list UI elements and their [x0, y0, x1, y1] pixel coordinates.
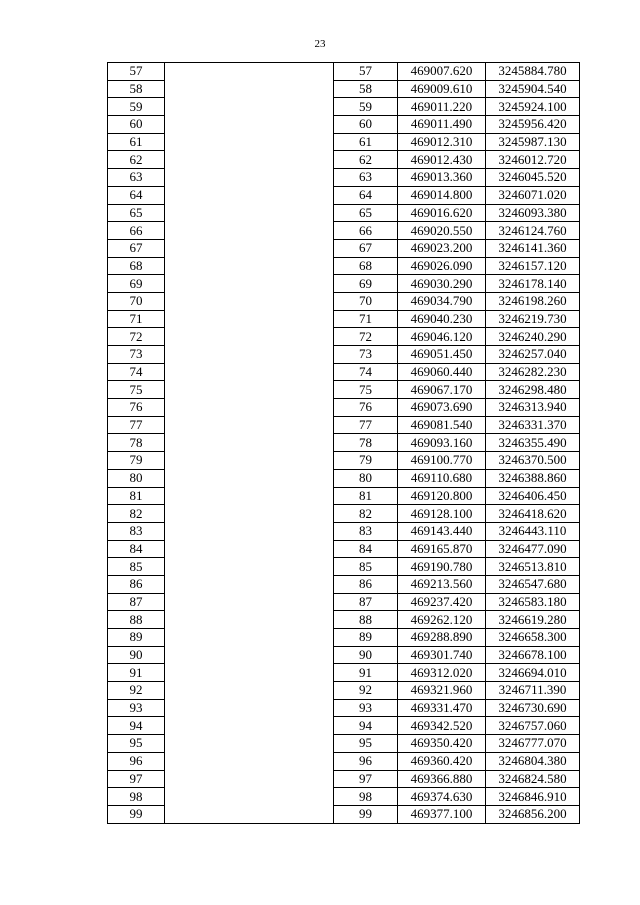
table-row: [108, 434, 580, 452]
empty-cell: [165, 505, 334, 523]
row-index-cell: 88: [108, 611, 165, 629]
empty-cell: [165, 363, 334, 381]
x-coordinate-cell: 469213.560: [398, 575, 486, 593]
y-coordinate-cell: 3246658.300: [486, 629, 580, 647]
x-coordinate-cell: 469128.100: [398, 505, 486, 523]
x-coordinate-cell: 469067.170: [398, 381, 486, 399]
point-number-cell: 73: [334, 346, 398, 364]
row-index-cell: 92: [108, 682, 165, 700]
y-coordinate-cell: 3245884.780: [486, 63, 580, 81]
coordinates-table: [107, 62, 580, 824]
point-number-cell: 83: [334, 522, 398, 540]
empty-cell: [165, 416, 334, 434]
x-coordinate-cell: 469262.120: [398, 611, 486, 629]
point-number-cell: 57: [334, 63, 398, 81]
point-number-cell: 74: [334, 363, 398, 381]
point-number-cell: 93: [334, 699, 398, 717]
y-coordinate-cell: 3246178.140: [486, 275, 580, 293]
x-coordinate-cell: 469046.120: [398, 328, 486, 346]
point-number-cell: 61: [334, 133, 398, 151]
y-coordinate-cell: 3246093.380: [486, 204, 580, 222]
x-coordinate-cell: 469073.690: [398, 399, 486, 417]
table-row: [108, 593, 580, 611]
y-coordinate-cell: 3246824.580: [486, 770, 580, 788]
empty-cell: [165, 487, 334, 505]
point-number-cell: 97: [334, 770, 398, 788]
x-coordinate-cell: 469366.880: [398, 770, 486, 788]
x-coordinate-cell: 469040.230: [398, 310, 486, 328]
y-coordinate-cell: 3246370.500: [486, 452, 580, 470]
empty-cell: [165, 469, 334, 487]
point-number-cell: 64: [334, 186, 398, 204]
empty-cell: [165, 133, 334, 151]
row-index-cell: 73: [108, 346, 165, 364]
point-number-cell: 79: [334, 452, 398, 470]
row-index-cell: 64: [108, 186, 165, 204]
y-coordinate-cell: 3246012.720: [486, 151, 580, 169]
point-number-cell: 85: [334, 558, 398, 576]
point-number-cell: 78: [334, 434, 398, 452]
point-number-cell: 84: [334, 540, 398, 558]
empty-cell: [165, 575, 334, 593]
y-coordinate-cell: 3246443.110: [486, 522, 580, 540]
y-coordinate-cell: 3246477.090: [486, 540, 580, 558]
point-number-cell: 59: [334, 98, 398, 116]
x-coordinate-cell: 469007.620: [398, 63, 486, 81]
empty-cell: [165, 752, 334, 770]
empty-cell: [165, 629, 334, 647]
x-coordinate-cell: 469190.780: [398, 558, 486, 576]
row-index-cell: 71: [108, 310, 165, 328]
row-index-cell: 93: [108, 699, 165, 717]
row-index-cell: 78: [108, 434, 165, 452]
table-row: [108, 505, 580, 523]
table-row: [108, 770, 580, 788]
point-number-cell: 86: [334, 575, 398, 593]
y-coordinate-cell: 3246583.180: [486, 593, 580, 611]
row-index-cell: 57: [108, 63, 165, 81]
table-row: [108, 328, 580, 346]
y-coordinate-cell: 3246856.200: [486, 805, 580, 823]
empty-cell: [165, 204, 334, 222]
point-number-cell: 63: [334, 169, 398, 187]
row-index-cell: 63: [108, 169, 165, 187]
table-row: [108, 522, 580, 540]
point-number-cell: 87: [334, 593, 398, 611]
point-number-cell: 98: [334, 788, 398, 806]
y-coordinate-cell: 3246619.280: [486, 611, 580, 629]
x-coordinate-cell: 469030.290: [398, 275, 486, 293]
empty-cell: [165, 699, 334, 717]
table-row: [108, 98, 580, 116]
row-index-cell: 74: [108, 363, 165, 381]
table-row: [108, 735, 580, 753]
row-index-cell: 82: [108, 505, 165, 523]
table-row: [108, 540, 580, 558]
empty-cell: [165, 540, 334, 558]
y-coordinate-cell: 3246240.290: [486, 328, 580, 346]
empty-cell: [165, 735, 334, 753]
empty-cell: [165, 275, 334, 293]
empty-cell: [165, 452, 334, 470]
y-coordinate-cell: 3246071.020: [486, 186, 580, 204]
point-number-cell: 96: [334, 752, 398, 770]
row-index-cell: 65: [108, 204, 165, 222]
table-row: [108, 558, 580, 576]
row-index-cell: 79: [108, 452, 165, 470]
point-number-cell: 62: [334, 151, 398, 169]
y-coordinate-cell: 3245924.100: [486, 98, 580, 116]
y-coordinate-cell: 3246331.370: [486, 416, 580, 434]
row-index-cell: 67: [108, 239, 165, 257]
row-index-cell: 96: [108, 752, 165, 770]
y-coordinate-cell: 3246418.620: [486, 505, 580, 523]
empty-cell: [165, 239, 334, 257]
table-row: [108, 611, 580, 629]
x-coordinate-cell: 469013.360: [398, 169, 486, 187]
point-number-cell: 66: [334, 222, 398, 240]
empty-cell: [165, 717, 334, 735]
row-index-cell: 84: [108, 540, 165, 558]
y-coordinate-cell: 3246124.760: [486, 222, 580, 240]
table-row: [108, 416, 580, 434]
empty-cell: [165, 399, 334, 417]
y-coordinate-cell: 3246388.860: [486, 469, 580, 487]
page-number: 23: [314, 38, 326, 50]
empty-cell: [165, 116, 334, 134]
table-row: [108, 63, 580, 81]
row-index-cell: 99: [108, 805, 165, 823]
point-number-cell: 69: [334, 275, 398, 293]
y-coordinate-cell: 3246219.730: [486, 310, 580, 328]
row-index-cell: 66: [108, 222, 165, 240]
point-number-cell: 89: [334, 629, 398, 647]
x-coordinate-cell: 469312.020: [398, 664, 486, 682]
table-row: [108, 788, 580, 806]
row-index-cell: 76: [108, 399, 165, 417]
y-coordinate-cell: 3246694.010: [486, 664, 580, 682]
coordinates-table-body: [108, 63, 580, 824]
row-index-cell: 95: [108, 735, 165, 753]
point-number-cell: 76: [334, 399, 398, 417]
table-row: [108, 664, 580, 682]
row-index-cell: 91: [108, 664, 165, 682]
table-row: [108, 699, 580, 717]
y-coordinate-cell: 3246678.100: [486, 646, 580, 664]
table-row: [108, 717, 580, 735]
row-index-cell: 86: [108, 575, 165, 593]
table-row: [108, 363, 580, 381]
table-row: [108, 805, 580, 823]
row-index-cell: 69: [108, 275, 165, 293]
table-row: [108, 257, 580, 275]
row-index-cell: 98: [108, 788, 165, 806]
table-row: [108, 487, 580, 505]
empty-cell: [165, 646, 334, 664]
point-number-cell: 77: [334, 416, 398, 434]
y-coordinate-cell: 3245904.540: [486, 80, 580, 98]
x-coordinate-cell: 469165.870: [398, 540, 486, 558]
table-row: [108, 133, 580, 151]
empty-cell: [165, 434, 334, 452]
row-index-cell: 85: [108, 558, 165, 576]
y-coordinate-cell: 3246757.060: [486, 717, 580, 735]
row-index-cell: 59: [108, 98, 165, 116]
x-coordinate-cell: 469342.520: [398, 717, 486, 735]
x-coordinate-cell: 469020.550: [398, 222, 486, 240]
row-index-cell: 62: [108, 151, 165, 169]
y-coordinate-cell: 3246313.940: [486, 399, 580, 417]
table-row: [108, 186, 580, 204]
empty-cell: [165, 328, 334, 346]
point-number-cell: 70: [334, 292, 398, 310]
empty-cell: [165, 169, 334, 187]
table-row: [108, 116, 580, 134]
empty-cell: [165, 310, 334, 328]
x-coordinate-cell: 469034.790: [398, 292, 486, 310]
y-coordinate-cell: 3245956.420: [486, 116, 580, 134]
x-coordinate-cell: 469301.740: [398, 646, 486, 664]
table-row: [108, 646, 580, 664]
empty-cell: [165, 381, 334, 399]
x-coordinate-cell: 469360.420: [398, 752, 486, 770]
x-coordinate-cell: 469321.960: [398, 682, 486, 700]
x-coordinate-cell: 469143.440: [398, 522, 486, 540]
empty-cell: [165, 346, 334, 364]
empty-cell: [165, 664, 334, 682]
point-number-cell: 94: [334, 717, 398, 735]
y-coordinate-cell: 3246257.040: [486, 346, 580, 364]
x-coordinate-cell: 469012.430: [398, 151, 486, 169]
empty-cell: [165, 151, 334, 169]
row-index-cell: 72: [108, 328, 165, 346]
y-coordinate-cell: 3246730.690: [486, 699, 580, 717]
table-row: [108, 169, 580, 187]
y-coordinate-cell: 3246777.070: [486, 735, 580, 753]
y-coordinate-cell: 3246711.390: [486, 682, 580, 700]
x-coordinate-cell: 469093.160: [398, 434, 486, 452]
x-coordinate-cell: 469081.540: [398, 416, 486, 434]
empty-cell: [165, 558, 334, 576]
x-coordinate-cell: 469100.770: [398, 452, 486, 470]
y-coordinate-cell: 3246804.380: [486, 752, 580, 770]
table-row: [108, 80, 580, 98]
table-row: [108, 275, 580, 293]
row-index-cell: 94: [108, 717, 165, 735]
point-number-cell: 92: [334, 682, 398, 700]
row-index-cell: 89: [108, 629, 165, 647]
empty-cell: [165, 593, 334, 611]
empty-cell: [165, 788, 334, 806]
row-index-cell: 87: [108, 593, 165, 611]
table-row: [108, 204, 580, 222]
y-coordinate-cell: 3246406.450: [486, 487, 580, 505]
y-coordinate-cell: 3246141.360: [486, 239, 580, 257]
table-row: [108, 682, 580, 700]
empty-cell: [165, 186, 334, 204]
row-index-cell: 83: [108, 522, 165, 540]
x-coordinate-cell: 469374.630: [398, 788, 486, 806]
point-number-cell: 90: [334, 646, 398, 664]
row-index-cell: 80: [108, 469, 165, 487]
y-coordinate-cell: 3246846.910: [486, 788, 580, 806]
y-coordinate-cell: 3246157.120: [486, 257, 580, 275]
row-index-cell: 68: [108, 257, 165, 275]
point-number-cell: 68: [334, 257, 398, 275]
row-index-cell: 90: [108, 646, 165, 664]
point-number-cell: 65: [334, 204, 398, 222]
x-coordinate-cell: 469288.890: [398, 629, 486, 647]
empty-cell: [165, 522, 334, 540]
x-coordinate-cell: 469009.610: [398, 80, 486, 98]
point-number-cell: 80: [334, 469, 398, 487]
empty-cell: [165, 682, 334, 700]
empty-cell: [165, 80, 334, 98]
x-coordinate-cell: 469011.220: [398, 98, 486, 116]
point-number-cell: 82: [334, 505, 398, 523]
table-row: [108, 469, 580, 487]
table-row: [108, 239, 580, 257]
empty-cell: [165, 292, 334, 310]
table-row: [108, 629, 580, 647]
point-number-cell: 58: [334, 80, 398, 98]
row-index-cell: 77: [108, 416, 165, 434]
y-coordinate-cell: 3246045.520: [486, 169, 580, 187]
point-number-cell: 75: [334, 381, 398, 399]
x-coordinate-cell: 469237.420: [398, 593, 486, 611]
row-index-cell: 75: [108, 381, 165, 399]
row-index-cell: 70: [108, 292, 165, 310]
empty-cell: [165, 805, 334, 823]
x-coordinate-cell: 469012.310: [398, 133, 486, 151]
y-coordinate-cell: 3245987.130: [486, 133, 580, 151]
table-row: [108, 381, 580, 399]
point-number-cell: 81: [334, 487, 398, 505]
x-coordinate-cell: 469023.200: [398, 239, 486, 257]
empty-cell: [165, 63, 334, 81]
point-number-cell: 67: [334, 239, 398, 257]
y-coordinate-cell: 3246198.260: [486, 292, 580, 310]
x-coordinate-cell: 469011.490: [398, 116, 486, 134]
point-number-cell: 95: [334, 735, 398, 753]
empty-cell: [165, 222, 334, 240]
y-coordinate-cell: 3246298.480: [486, 381, 580, 399]
table-row: [108, 346, 580, 364]
empty-cell: [165, 611, 334, 629]
y-coordinate-cell: 3246355.490: [486, 434, 580, 452]
table-row: [108, 575, 580, 593]
table-row: [108, 452, 580, 470]
x-coordinate-cell: 469014.800: [398, 186, 486, 204]
table-row: [108, 222, 580, 240]
table-row: [108, 151, 580, 169]
empty-cell: [165, 257, 334, 275]
point-number-cell: 88: [334, 611, 398, 629]
y-coordinate-cell: 3246513.810: [486, 558, 580, 576]
x-coordinate-cell: 469026.090: [398, 257, 486, 275]
y-coordinate-cell: 3246282.230: [486, 363, 580, 381]
row-index-cell: 60: [108, 116, 165, 134]
point-number-cell: 72: [334, 328, 398, 346]
row-index-cell: 97: [108, 770, 165, 788]
empty-cell: [165, 98, 334, 116]
table-row: [108, 292, 580, 310]
row-index-cell: 58: [108, 80, 165, 98]
table-row: [108, 752, 580, 770]
x-coordinate-cell: 469331.470: [398, 699, 486, 717]
x-coordinate-cell: 469120.800: [398, 487, 486, 505]
point-number-cell: 99: [334, 805, 398, 823]
empty-cell: [165, 770, 334, 788]
row-index-cell: 61: [108, 133, 165, 151]
point-number-cell: 60: [334, 116, 398, 134]
x-coordinate-cell: 469350.420: [398, 735, 486, 753]
point-number-cell: 71: [334, 310, 398, 328]
x-coordinate-cell: 469110.680: [398, 469, 486, 487]
x-coordinate-cell: 469060.440: [398, 363, 486, 381]
x-coordinate-cell: 469016.620: [398, 204, 486, 222]
table-row: [108, 399, 580, 417]
x-coordinate-cell: 469051.450: [398, 346, 486, 364]
table-row: [108, 310, 580, 328]
row-index-cell: 81: [108, 487, 165, 505]
point-number-cell: 91: [334, 664, 398, 682]
x-coordinate-cell: 469377.100: [398, 805, 486, 823]
y-coordinate-cell: 3246547.680: [486, 575, 580, 593]
